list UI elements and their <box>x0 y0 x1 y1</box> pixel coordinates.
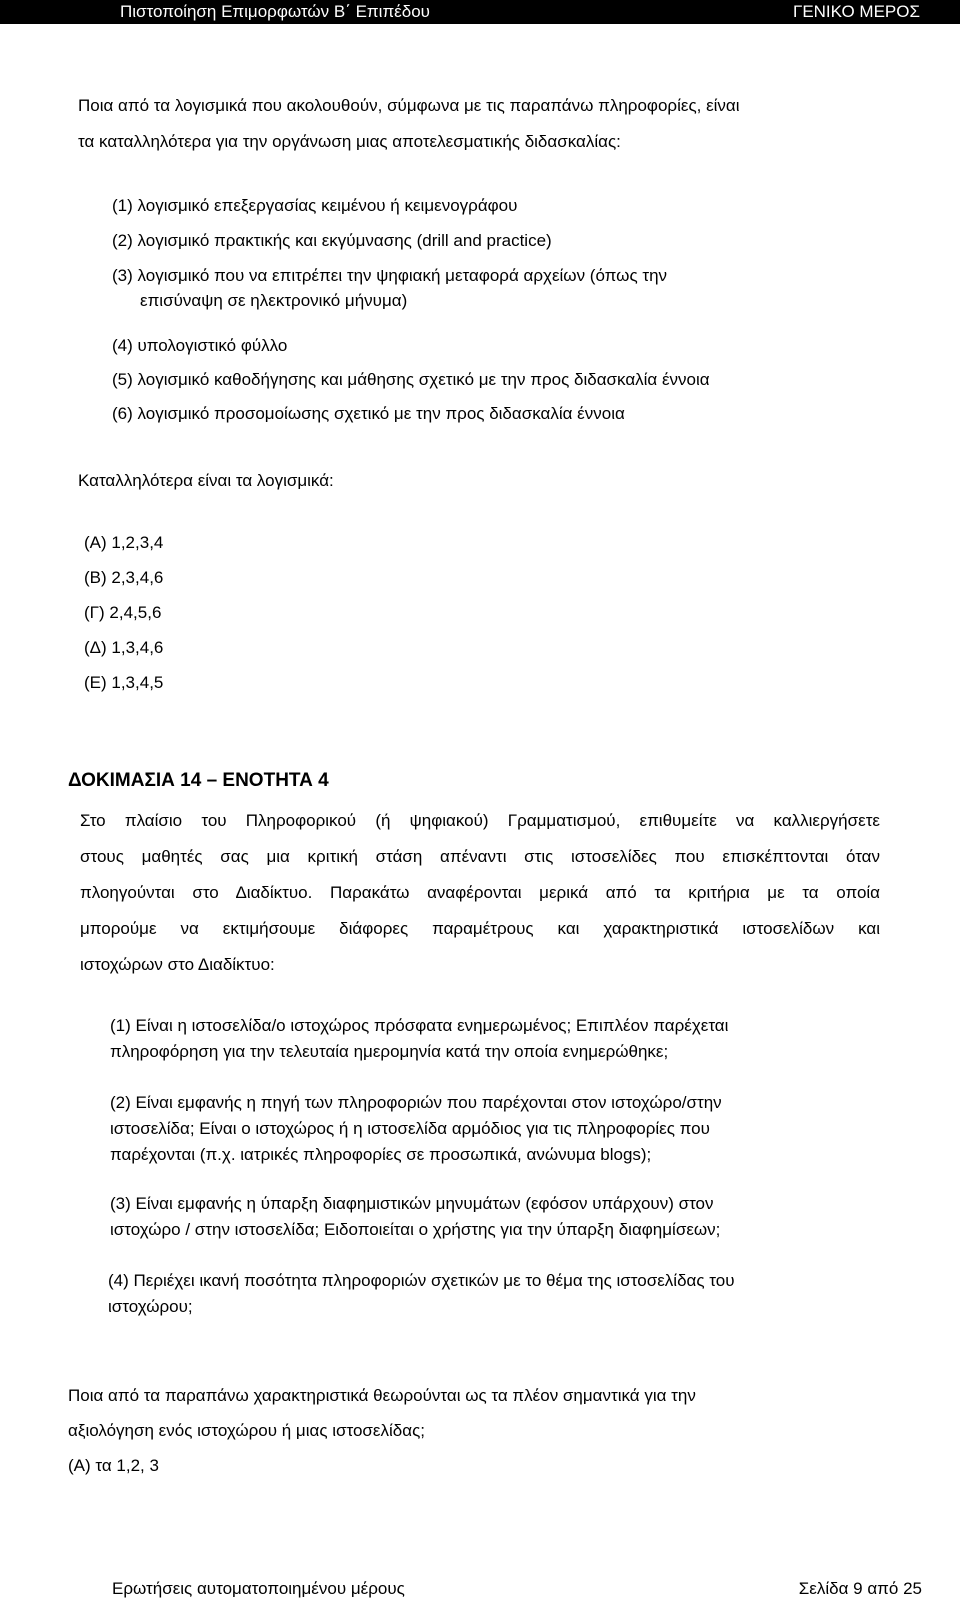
q1-prompt-line1: Ποια από τα λογισμικά που ακολουθούν, σύμφωνα με τις παραπάνω πληροφορίες, είναι <box>78 96 740 115</box>
q1-item-5: (5) λογισμικό καθοδήγησης και μάθησης σχετικό με την προς διδασκαλία έννοια <box>112 370 710 389</box>
q1-item-3-cont: επισύναψη σε ηλεκτρονικό μήνυμα) <box>140 291 408 310</box>
q1-option-g: (Γ) 2,4,5,6 <box>84 603 162 622</box>
criterion-2-line3: παρέχονται (π.χ. ιατρικές πληροφορίες σε προσωπικά, ανώνυμα blogs); <box>110 1145 652 1164</box>
q1-option-b: (Β) 2,3,4,6 <box>84 568 164 587</box>
criterion-1-line2: πληροφόρηση για την τελευταία ημερομηνία κατά την οποία ενημερώθηκε; <box>110 1042 669 1061</box>
section-title: ΔΟΚΙΜΑΣΙΑ 14 – ΕΝΟΤΗΤΑ 4 <box>68 770 329 791</box>
criterion-4-line1: (4) Περιέχει ικανή ποσότητα πληροφοριών σχετικών με το θέμα της ιστοσελίδας του <box>108 1271 735 1290</box>
q1-option-a: (Α) 1,2,3,4 <box>84 533 164 552</box>
q1-item-6: (6) λογισμικό προσομοίωσης σχετικό με την προς διδασκαλία έννοια <box>112 404 625 423</box>
intro-line-5: ιστοχώρων στο Διαδίκτυο: <box>80 955 275 974</box>
q1-option-e: (Ε) 1,3,4,5 <box>84 673 164 692</box>
criterion-1-line1: (1) Είναι η ιστοσελίδα/ο ιστοχώρος πρόσφατα ενημερωμένος; Επιπλέον παρέχεται <box>110 1016 729 1035</box>
q1-answer-prompt: Καταλληλότερα είναι τα λογισμικά: <box>78 471 334 490</box>
section-question-line1: Ποια από τα παραπάνω χαρακτηριστικά θεωρούνται ως τα πλέον σημαντικά για την <box>68 1386 696 1405</box>
q1-item-4: (4) υπολογιστικό φύλλο <box>112 336 288 355</box>
criterion-2-line1: (2) Είναι εμφανής η πηγή των πληροφοριών που παρέχονται στον ιστοχώρο/στην <box>110 1093 722 1112</box>
q1-item-1: (1) λογισμικό επεξεργασίας κειμένου ή κειμενογράφου <box>112 196 518 215</box>
criterion-3-line2: ιστοχώρο / στην ιστοσελίδα; Ειδοποιείται ο χρήστης για την ύπαρξη διαφημίσεων; <box>110 1220 721 1239</box>
section-option-a: (Α) τα 1,2, 3 <box>68 1456 159 1475</box>
intro-line-1: Στο πλαίσιο του Πληροφορικού (ή ψηφιακού) Γραμματισμού, επιθυμείτε να καλλιεργήσετε <box>80 811 880 830</box>
criterion-2-line2: ιστοσελίδα; Είναι ο ιστοχώρος ή η ιστοσελίδα αρμόδιος για τις πληροφορίες που <box>110 1119 710 1138</box>
header-left: Πιστοποίηση Επιμορφωτών Β΄ Επιπέδου <box>120 2 430 21</box>
intro-line-4: μπορούμε να εκτιμήσουμε διάφορες παραμέτρους και χαρακτηριστικά ιστοσελίδων και <box>80 919 880 938</box>
criterion-3-line1: (3) Είναι εμφανής η ύπαρξη διαφημιστικών μηνυμάτων (εφόσον υπάρχουν) στον <box>110 1194 714 1213</box>
footer-left: Ερωτήσεις αυτοματοποιημένου μέρους <box>112 1579 405 1598</box>
q1-item-2: (2) λογισμικό πρακτικής και εκγύμνασης (drill and practice) <box>112 231 552 250</box>
criterion-4-line2: ιστοχώρου; <box>108 1297 193 1316</box>
page-header <box>0 0 960 24</box>
q1-option-d: (Δ) 1,3,4,6 <box>84 638 164 657</box>
q1-item-3: (3) λογισμικό που να επιτρέπει την ψηφιακή μεταφορά αρχείων (όπως την <box>112 266 668 285</box>
footer-right: Σελίδα 9 από 25 <box>798 1579 922 1598</box>
header-right: ΓΕΝΙΚΟ ΜΕΡΟΣ <box>792 2 920 21</box>
section-question-line2: αξιολόγηση ενός ιστοχώρου ή μιας ιστοσελίδας; <box>68 1421 425 1440</box>
intro-line-3: πλοηγούνται στο Διαδίκτυο. Παρακάτω αναφέρονται μερικά από τα κριτήρια με τα οποία <box>80 883 880 902</box>
intro-line-2: στους μαθητές σας μια κριτική στάση απέναντι στις ιστοσελίδες που επισκέπτονται όταν <box>80 847 880 866</box>
q1-prompt-line2: τα καταλληλότερα για την οργάνωση μιας αποτελεσματικής διδασκαλίας: <box>78 132 621 151</box>
